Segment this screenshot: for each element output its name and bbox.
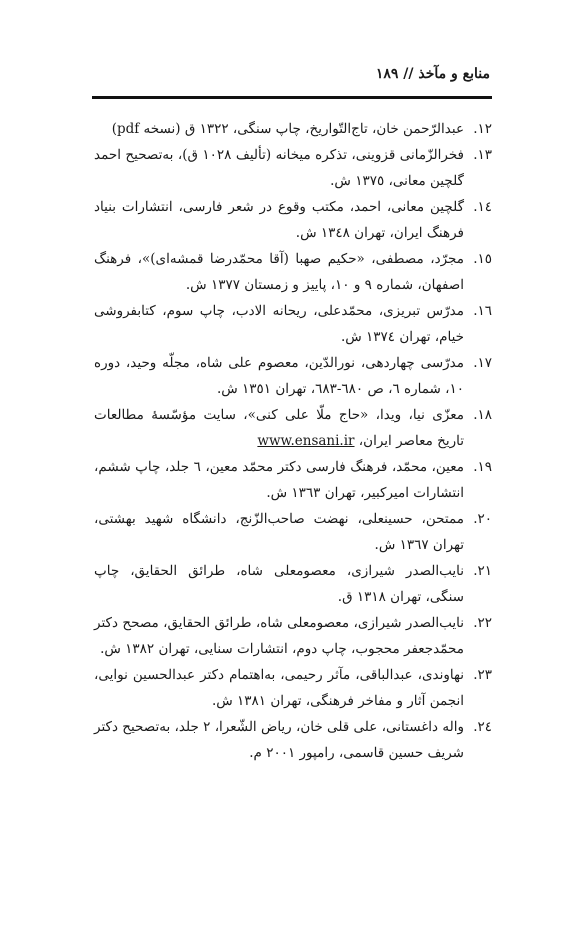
reference-text: گلچین معانی، احمد، مکتب وقوع در شعر فارسی، انتشارات بنیاد فرهنگ ایران، تهران ١٣٤٨ ش.	[94, 199, 464, 241]
reference-number: ١٣.	[473, 147, 492, 163]
reference-number: ١٩.	[473, 459, 492, 475]
reference-item	[94, 142, 492, 194]
reference-number: ١٧.	[473, 355, 492, 371]
header-rule	[92, 96, 492, 99]
reference-text: نایب‌الصدر شیرازی، معصومعلی شاه، طرائق الحقایق، مصحح دکتر محمّدجعفر محجوب، چاپ دوم، انتشارات سنایی، تهران ١٣٨٢ ش.	[94, 615, 464, 657]
reference-item	[94, 610, 492, 662]
reference-item	[94, 298, 492, 350]
reference-number: ١٨.	[473, 407, 492, 423]
reference-number: ١٤.	[473, 199, 492, 215]
reference-text: معزّی نیا، ویدا، «حاج ملّا علی کنی»، سایت مؤسّسهٔ مطالعات تاریخ معاصر ایران،	[94, 407, 464, 449]
reference-item	[94, 454, 492, 506]
reference-number: ٢٤.	[473, 719, 492, 735]
reference-text: فخرالزّمانی قزوینی، تذکره میخانه (تألیف ١٠٢٨ ق)، به‌تصحیح احمد گلچین معانی، ١٣٧٥ ش.	[94, 147, 464, 189]
reference-text: مدرّسی چهاردهی، نورالدّین، معصوم علی شاه، مجلّه وحید، دوره ١٠، شماره ٦، ص ٦٨٠-٦٨٣، تهران ١٣٥١ ش.	[94, 355, 464, 397]
reference-number: ٢٣.	[473, 667, 492, 683]
reference-text-with-link	[94, 402, 464, 454]
reference-number: ٢٢.	[473, 615, 492, 631]
reference-list	[94, 116, 492, 766]
reference-text: مجرّد، مصطفی، «حکیم صهبا (آقا محمّدرضا قمشه‌ای)»، فرهنگ اصفهان، شماره ٩ و ١٠، پاییز و زمستان ١٣٧٧ ش.	[94, 251, 464, 293]
reference-text: نایب‌الصدر شیرازی، معصومعلی شاه، طرائق الحقایق، چاپ سنگی، تهران ١٣١٨ ق.	[94, 563, 464, 605]
reference-item	[94, 116, 492, 142]
ensani-link[interactable]: www.ensani.ir	[257, 433, 355, 449]
reference-text: ممتحن، حسینعلی، نهضت صاحب‌الزّنج، دانشگاه شهید بهشتی، تهران ١٣٦٧ ش.	[94, 511, 464, 553]
reference-item	[94, 402, 492, 454]
running-header: منابع و مآخذ // ١٨٩	[375, 66, 490, 82]
reference-item	[94, 194, 492, 246]
reference-text: عبدالرّحمن خان، تاج‌التّواریخ، چاپ سنگی، ١٣٢٢ ق (نسخه pdf)	[111, 121, 464, 137]
reference-text: واله داغستانی، علی قلی خان، ریاض الشّعرا، ٢ جلد، به‌تصحیح دکتر شریف حسین قاسمی، رامپور ٢٠٠١ م.	[94, 719, 464, 761]
reference-number: ٢٠.	[473, 511, 492, 527]
reference-text: نهاوندی، عبدالباقی، مآثر رحیمی، به‌اهتمام دکتر عبدالحسین نوایی، انجمن آثار و مفاخر فرهنگی، تهران ١٣٨١ ش.	[94, 667, 464, 709]
reference-number: ١٥.	[473, 251, 492, 267]
reference-item	[94, 350, 492, 402]
reference-item	[94, 662, 492, 714]
reference-number: ١٢.	[473, 121, 492, 137]
reference-item	[94, 506, 492, 558]
reference-item	[94, 714, 492, 766]
reference-number: ٢١.	[473, 563, 492, 579]
reference-item	[94, 246, 492, 298]
reference-text: معین، محمّد، فرهنگ فارسی دکتر محمّد معین، ٦ جلد، چاپ ششم، انتشارات امیرکبیر، تهران ١٣٦٣ ش.	[94, 459, 464, 501]
reference-number: ١٦.	[473, 303, 492, 319]
reference-item	[94, 558, 492, 610]
reference-text: مدرّس تبریزی، محمّدعلی، ریحانه الادب، چاپ سوم، کتابفروشی خیام، تهران ١٣٧٤ ش.	[94, 303, 464, 345]
